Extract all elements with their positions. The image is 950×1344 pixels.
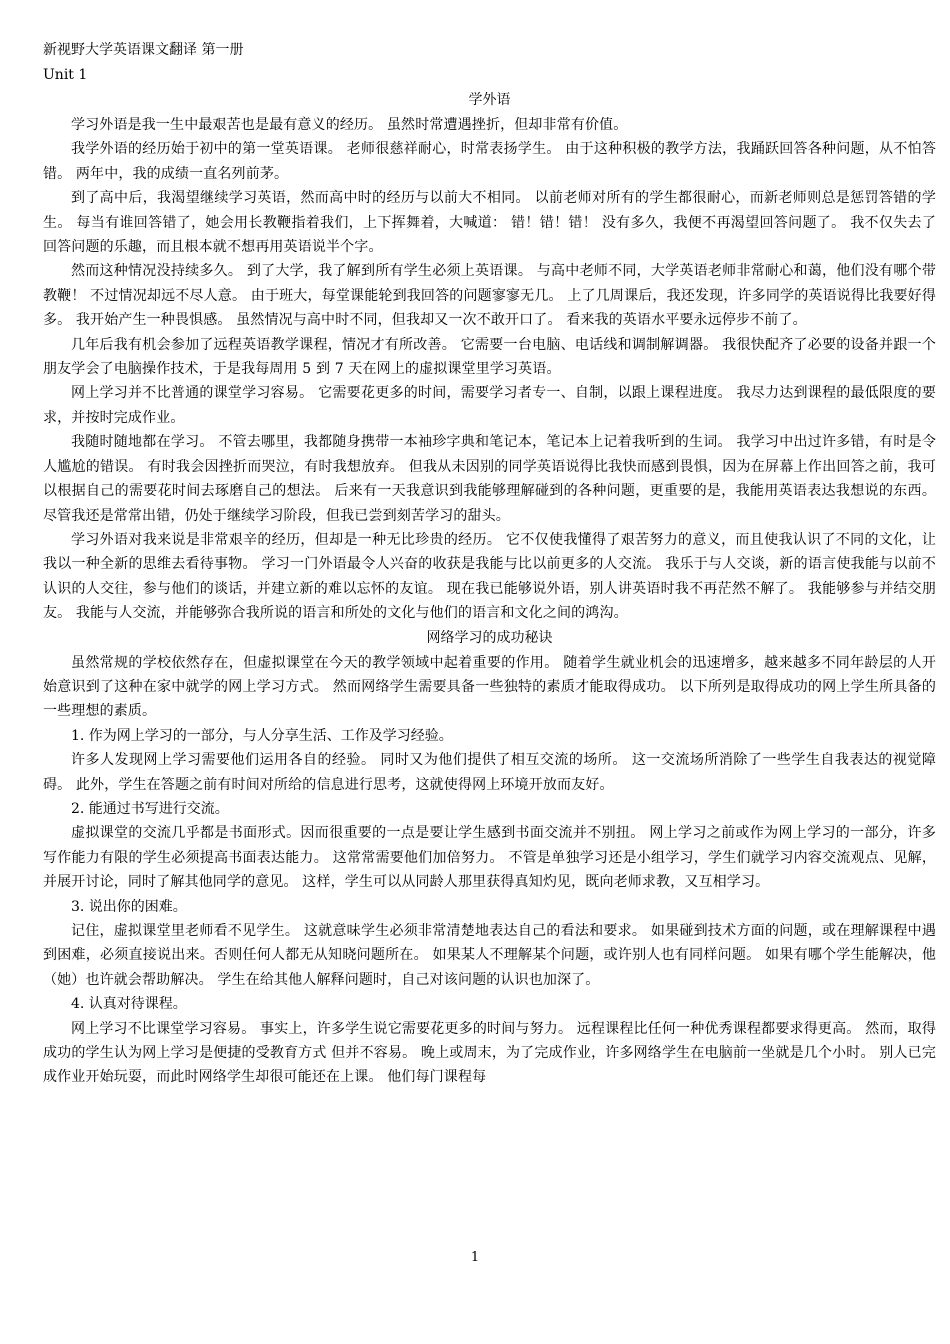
paragraph: 学习外语对我来说是非常艰辛的经历，但却是一种无比珍贵的经历。 它不仅使我懂得了艰苦努力的意义，而且使我认识了不同的文化，让我以一种全新的思维去看待事物。 学习一门外语最令人兴奋的收获是我能与比以前更多的人交流。 我乐于与人交谈，新的语言使我能与以前不认识的人交往，参与他们的谈话，并建立新的难以忘怀的友谊。 现在我已能够说外语，别人讲英语时我不再茫然不解了。 我能够参与并结交朋友。 我能与人交流，并能够弥合我所说的语言和所处的文化与他们的语言和文化之间的鸿沟。 <box>43 531 936 622</box>
list-heading: 2. 能通过书写进行交流。 <box>71 800 229 817</box>
paragraph: 虚拟课堂的交流几乎都是书面形式。因而很重要的一点是要让学生感到书面交流并不别扭。 网上学习之前或作为网上学习的一部分，许多写作能力有限的学生必须提高书面表达能力。 这常常需要他们加倍努力。 不管是单独学习还是小组学习，学生们就学习内容交流观点、见解，并展开讨论，同时了解其他同学的意见。 这样，学生可以从同龄人那里获得真知灼见，既向老师求教，又互相学习。 <box>43 825 936 891</box>
paragraph: 记住，虚拟课堂里老师看不见学生。 这就意味学生必须非常清楚地表达自己的看法和要求。 如果碰到技术方面的问题，或在理解课程中遇到困难，必须直接说出来。否则任何人都无从知晓问题所在。 如果某人不理解某个问题，或许别人也有同样问题。 如果有哪个学生能解决，他（她）也许就会帮助解决。 学生在给其他人解释问题时，自己对该问题的认识也加深了。 <box>43 923 936 988</box>
document-title: 新视野大学英语课文翻译 第一册 <box>43 42 244 58</box>
list-heading: 4. 认真对待课程。 <box>71 996 187 1013</box>
paragraph: 虽然常规的学校依然存在，但虚拟课堂在今天的教学领域中起着重要的作用。 随着学生就业机会的迅速增多，越来越多不同年龄层的人开始意识到了这种在家中就学的网上学习方式。 然而网络学生需要具备一些独特的素质才能取得成功。 以下所列是取得成功的网上学生所具备的一些理想的素质。 <box>43 654 936 720</box>
list-heading: 1. 作为网上学习的一部分，与人分享生活、工作及学习经验。 <box>71 727 453 744</box>
paragraph: 我随时随地都在学习。 不管去哪里，我都随身携带一本袖珍字典和笔记本，笔记本上记着我听到的生词。 我学习中出过许多错，有时是令人尴尬的错误。 有时我会因挫折而哭泣，有时我想放弃。 但我从未因别的同学英语说得比我快而感到畏惧，因为在屏幕上作出回答之前，我可以根据自己的需要花时间去琢磨自己的想法。 后来有一天我意识到我能够理解碰到的各种问题，更重要的是，我能用英语表达我想说的东西。 尽管我还是常常出错，仍处于继续学习阶段，但我已尝到刻苦学习的甜头。 <box>43 434 936 524</box>
paragraph: 到了高中后，我渴望继续学习英语，然而高中时的经历与以前大不相同。 以前老师对所有的学生都很耐心，而新老师则总是惩罚答错的学生。 每当有谁回答错了，她会用长教鞭指着我们，上下挥舞着，大喊道： 错！错！错！ 没有多久，我便不再渴望回答问题了。 我不仅失去了回答问题的乐趣，而且根本就不想再用英语说半个字。 <box>43 190 936 256</box>
list-heading: 3. 说出你的困难。 <box>71 898 187 915</box>
document-page <box>43 38 936 1090</box>
section-title: 学外语 <box>468 92 511 108</box>
page-number: 1 <box>470 1250 480 1265</box>
section-title: 网络学习的成功秘诀 <box>426 629 553 646</box>
paragraph: 网上学习不比课堂学习容易。 事实上，许多学生说它需要花更多的时间与努力。 远程课程比任何一种优秀课程都要求得更高。 然而，取得成功的学生认为网上学习是便捷的受教育方式 但并不容易。 晚上或周末，为了完成作业，许多网络学生在电脑前一坐就是几个小时。 别人已完成作业开始玩耍，而此时网络学生却很可能还在上课。 他们每门课程每 <box>43 1020 936 1086</box>
paragraph: 学习外语是我一生中最艰苦也是最有意义的经历。 虽然时常遭遇挫折，但却非常有价值。 <box>71 117 628 133</box>
unit-label: Unit 1 <box>43 67 88 83</box>
paragraph: 许多人发现网上学习需要他们运用各自的经验。 同时又为他们提供了相互交流的场所。 这一交流场所消除了一些学生自我表达的视觉障碍。 此外，学生在答题之前有时间对所给的信息进行思考，这就使得网上环境开放而友好。 <box>43 752 936 793</box>
paragraph: 几年后我有机会参加了远程英语教学课程，情况才有所改善。 它需要一台电脑、电话线和调制解调器。 我很快配齐了必要的设备并跟一个朋友学会了电脑操作技术，于是我每周用 5 到 7 天在网上的虚拟课堂里学习英语。 <box>43 336 936 378</box>
paragraph: 我学外语的经历始于初中的第一堂英语课。 老师很慈祥耐心，时常表扬学生。 由于这种积极的教学方法，我踊跃回答各种问题，从不怕答错。 两年中，我的成绩一直名列前茅。 <box>43 141 936 182</box>
paragraph: 网上学习并不比普通的课堂学习容易。 它需要花更多的时间，需要学习者专一、自制，以跟上课程进度。 我尽力达到课程的最低限度的要求，并按时完成作业。 <box>43 385 936 426</box>
paragraph: 然而这种情况没持续多久。 到了大学，我了解到所有学生必须上英语课。 与高中老师不同，大学英语老师非常耐心和蔼，他们没有哪个带教鞭！ 不过情况却远不尽人意。 由于班大，每堂课能轮到我回答的问题寥寥无几。 上了几周课后，我还发现，许多同学的英语说得比我要好得多。 我开始产生一种畏惧感。 虽然情况与高中时不同，但我却又一次不敢开口了。 看来我的英语水平要永远停步不前了。 <box>43 263 936 329</box>
